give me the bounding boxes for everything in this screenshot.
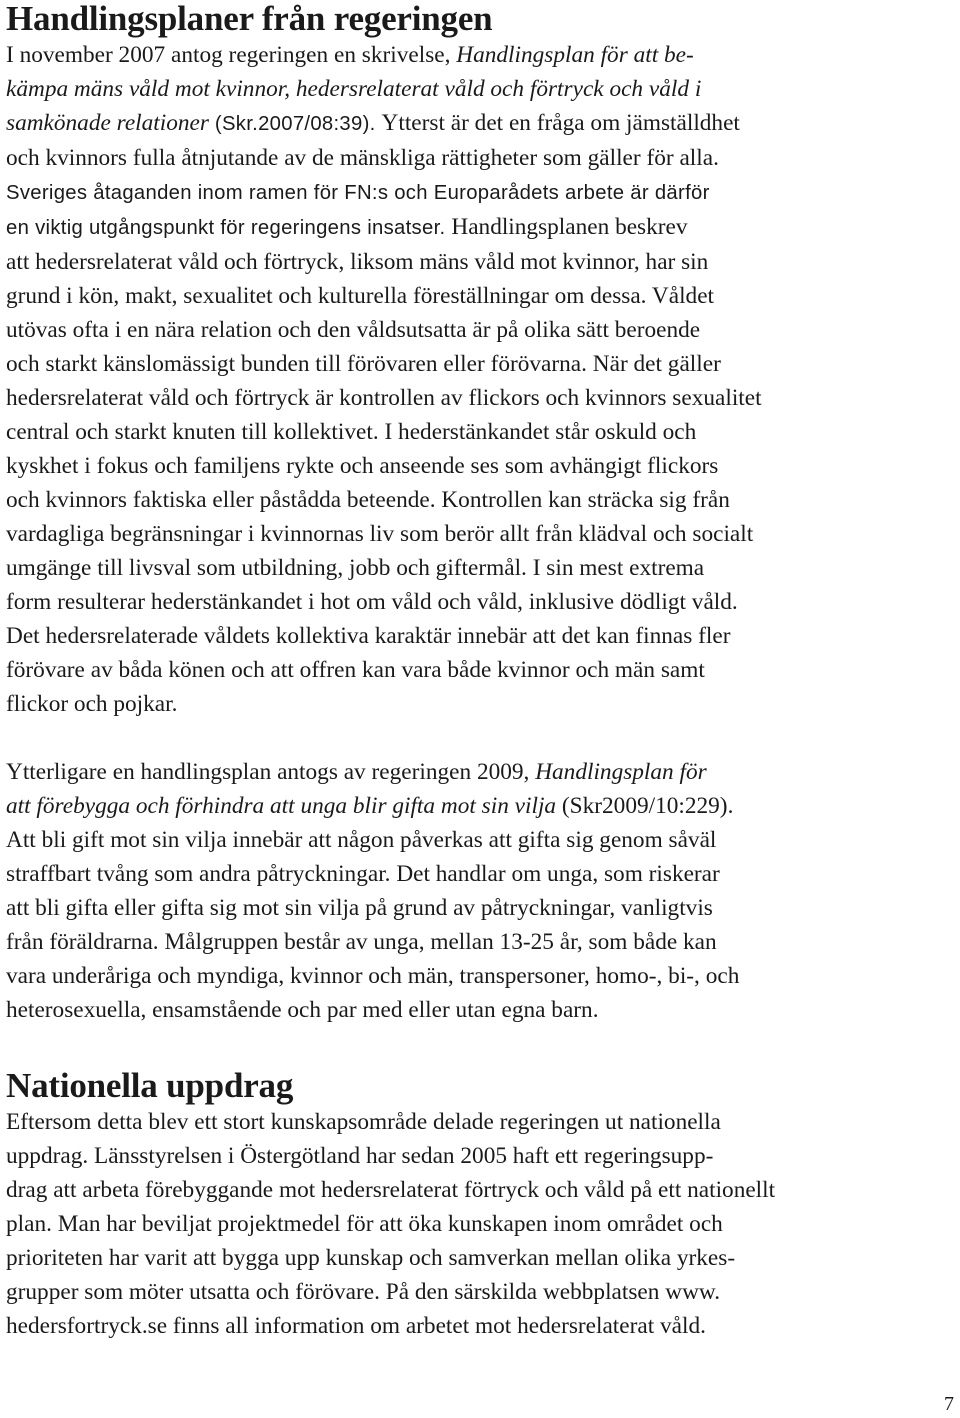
text-run: från föräldrarna. Målgruppen består av unga, mellan 13-25 år, som både kan <box>6 929 717 955</box>
text-line <box>6 175 956 210</box>
text-line <box>6 857 956 891</box>
text-line <box>6 1207 956 1241</box>
paragraph-nationella-uppdrag <box>6 1105 956 1343</box>
text-run: hedersrelaterat våld och förtryck är kontrollen av flickors och kvinnors sexualitet <box>6 385 762 411</box>
paragraph-handlingsplan-2007 <box>6 38 956 721</box>
section-title-handlingsplaner: Handlingsplaner från regeringen <box>6 0 493 38</box>
text-run: (Skr.2007/08:39). <box>208 113 382 135</box>
italic-text: samkönade relationer <box>6 110 209 136</box>
italic-text: att förebygga och förhindra att unga blir gifta mot sin vilja <box>6 793 557 819</box>
text-line <box>6 1275 956 1309</box>
text-line <box>6 381 956 415</box>
text-run: umgänge till livsval som utbildning, jobb och giftermål. I sin mest extrema <box>6 555 705 581</box>
italic-text: kämpa mäns våld mot kvinnor, hedersrelaterat våld och förtryck och våld i <box>6 76 702 102</box>
text-run: Ytterst är det en fråga om jämställdhet <box>381 110 740 136</box>
text-run: uppdrag. Länsstyrelsen i Östergötland har sedan 2005 haft ett regeringsupp- <box>6 1143 714 1169</box>
text-run: Handlingsplanen beskrev <box>451 214 688 240</box>
text-run: grund i kön, makt, sexualitet och kulturella föreställningar om dessa. Våldet <box>6 283 715 309</box>
text-line <box>6 245 956 279</box>
text-line <box>6 1309 956 1343</box>
page-number: 7 <box>944 1393 954 1415</box>
document-page <box>6 0 956 1343</box>
text-line <box>6 106 956 141</box>
text-run: vara underåriga och myndiga, kvinnor och män, transpersoner, homo-, bi-, och <box>6 963 740 989</box>
text-line <box>6 619 956 653</box>
text-run: Det hedersrelaterade våldets kollektiva karaktär innebär att det kan finnas fler <box>6 623 731 649</box>
text-line <box>6 755 956 789</box>
text-line <box>6 1241 956 1275</box>
text-run: och kvinnors faktiska eller påstådda beteende. Kontrollen kan sträcka sig från <box>6 487 730 513</box>
text-line <box>6 687 956 721</box>
text-run: flickor och pojkar. <box>6 691 178 717</box>
text-run: Eftersom detta blev ett stort kunskapsområde delade regeringen ut nationella <box>6 1109 721 1135</box>
text-run: Sveriges åtaganden inom ramen för FN:s och Europarådets arbete är därför <box>6 182 710 204</box>
text-line <box>6 1173 956 1207</box>
text-run: vardagliga begränsningar i kvinnornas liv som berör allt från klädval och socialt <box>6 521 754 547</box>
text-line <box>6 789 956 823</box>
text-run: hedersfortryck.se finns all information om arbetet mot hedersrelaterat våld. <box>6 1313 706 1339</box>
text-run: förövare av båda könen och att offren kan vara både kvinnor och män samt <box>6 657 705 683</box>
text-run: I november 2007 antog regeringen en skrivelse, <box>6 42 457 68</box>
text-run: (Skr2009/10:229). <box>556 793 734 819</box>
text-run: heterosexuella, ensamstående och par med eller utan egna barn. <box>6 997 599 1023</box>
text-run: Att bli gift mot sin vilja innebär att någon påverkas att gifta sig genom såväl <box>6 827 717 853</box>
text-line <box>6 1139 956 1173</box>
text-line <box>6 1105 956 1139</box>
paragraph-gap <box>6 721 956 755</box>
text-line <box>6 585 956 619</box>
text-run: drag att arbeta förebyggande mot hedersrelaterat förtryck och våld på ett nationellt <box>6 1177 776 1203</box>
text-run: plan. Man har beviljat projektmedel för att öka kunskapen inom området och <box>6 1211 723 1237</box>
text-run: en viktig utgångspunkt för regeringens insatser. <box>6 217 452 239</box>
text-line <box>6 415 956 449</box>
paragraph-handlingsplan-2009 <box>6 755 956 1027</box>
text-line <box>6 313 956 347</box>
section-gap <box>6 1027 956 1067</box>
text-line <box>6 653 956 687</box>
text-line <box>6 959 956 993</box>
text-run: kyskhet i fokus och familjens rykte och anseende ses som avhängigt flickors <box>6 453 719 479</box>
text-line <box>6 823 956 857</box>
text-line <box>6 38 956 72</box>
text-run: och kvinnors fulla åtnjutande av de mänskliga rättigheter som gäller för alla. <box>6 145 719 171</box>
text-line <box>6 517 956 551</box>
section-title-nationella-uppdrag: Nationella uppdrag <box>6 1066 294 1105</box>
text-line <box>6 279 956 313</box>
text-run: att bli gifta eller gifta sig mot sin vilja på grund av påtryckningar, vanligtvis <box>6 895 713 921</box>
text-line <box>6 891 956 925</box>
text-line <box>6 347 956 381</box>
text-line <box>6 72 956 106</box>
text-run: att hedersrelaterat våld och förtryck, liksom mäns våld mot kvinnor, har sin <box>6 249 709 275</box>
text-run: straffbart tvång som andra påtryckningar. Det handlar om unga, som riskerar <box>6 861 720 887</box>
text-line <box>6 483 956 517</box>
text-line <box>6 993 956 1027</box>
text-line <box>6 141 956 175</box>
text-run: prioriteten har varit att bygga upp kunskap och samverkan mellan olika yrkes- <box>6 1245 736 1271</box>
text-line <box>6 210 956 245</box>
text-line <box>6 449 956 483</box>
italic-text: Handlingsplan för <box>535 759 707 785</box>
text-run: central och starkt knuten till kollektivet. I hederstänkandet står oskuld och <box>6 419 697 445</box>
text-run: Ytterligare en handlingsplan antogs av regeringen 2009, <box>6 759 536 785</box>
text-line <box>6 551 956 585</box>
text-run: utövas ofta i en nära relation och den våldsutsatta är på olika sätt beroende <box>6 317 701 343</box>
text-run: grupper som möter utsatta och förövare. På den särskilda webbplatsen www. <box>6 1279 721 1305</box>
italic-text: Handlingsplan för att be- <box>456 42 694 68</box>
text-run: och starkt känslomässigt bunden till förövaren eller förövarna. När det gäller <box>6 351 721 377</box>
text-run: form resulterar hederstänkandet i hot om våld och våld, inklusive dödligt våld. <box>6 589 738 615</box>
text-line <box>6 925 956 959</box>
